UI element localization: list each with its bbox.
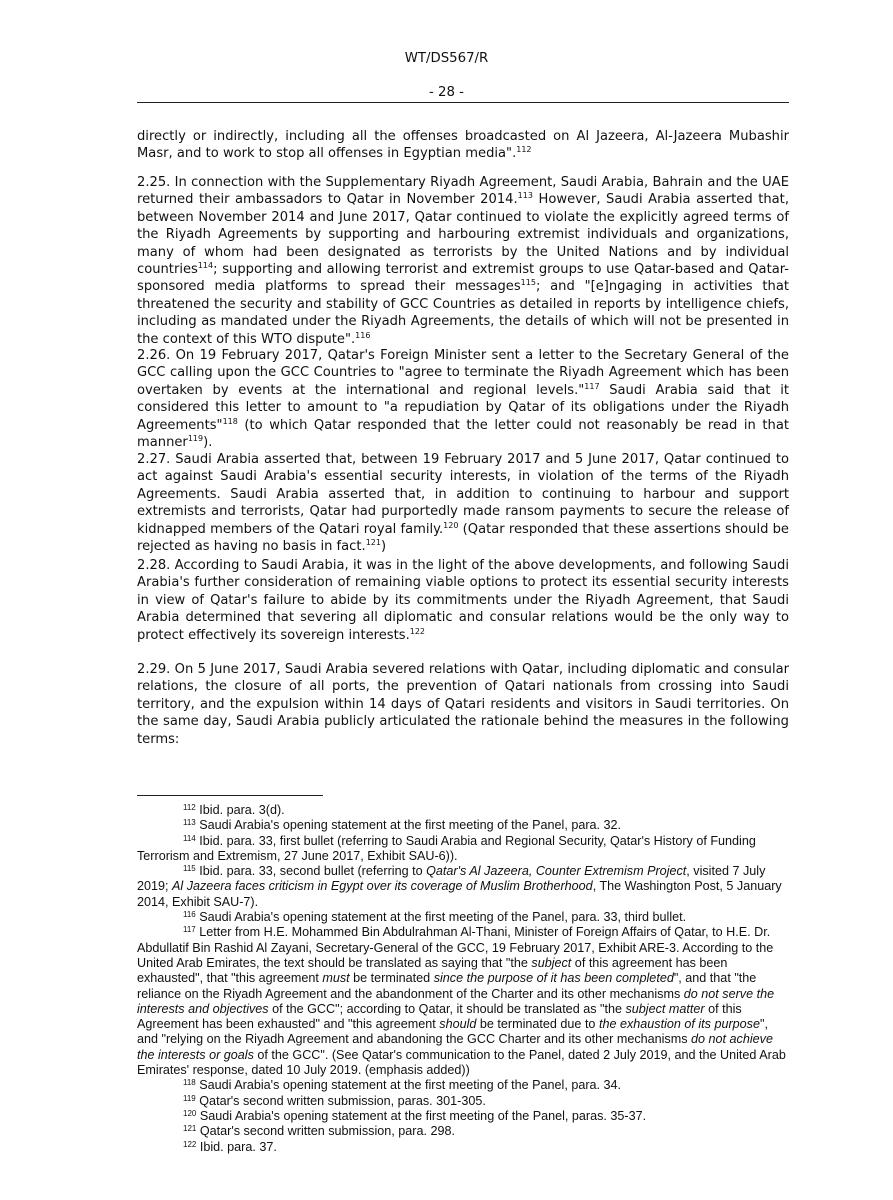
text-run: ", and "relying on the Riyadh Agreement and abandoning the GCC Charter and its other mechanisms	[137, 1017, 768, 1047]
footnote-reference: 116	[183, 910, 196, 920]
text-run: Saudi Arabia said that it considered this letter to amount to "a repudiation by Qatar of its obligations under the Riyadh Agreements"	[137, 382, 790, 433]
footnote-reference: 122	[409, 626, 426, 636]
text-run: ).	[203, 435, 213, 451]
text-run: , visited 7 July 2019;	[137, 864, 766, 894]
text-run: Qatar's second written submission, para. 298.	[196, 1124, 455, 1139]
footnote-118	[137, 1078, 789, 1093]
text-run: ", and that "the reliance on the Riyadh Agreement and the abandonment of the Charter and its other mechanisms	[137, 971, 757, 1001]
text-run: )	[380, 539, 387, 555]
text-run: , The Washington Post, 5 January 2014, Exhibit SAU-7).	[137, 879, 782, 909]
italic-text: since the purpose of it has been completed	[433, 971, 674, 986]
text-run: Saudi Arabia's opening statement at the first meeting of the Panel, para. 34.	[195, 1078, 622, 1093]
header-divider	[137, 102, 789, 103]
footnote-113	[137, 818, 789, 833]
paragraph-2-26	[137, 347, 789, 451]
footnote-reference: 114	[183, 833, 196, 843]
text-run: Ibid. para. 33, second bullet (referring to	[195, 864, 427, 879]
footnote-119	[137, 1094, 789, 1109]
footnote-reference: 121	[183, 1124, 197, 1134]
text-run: Ibid. para. 3(d).	[195, 803, 285, 817]
footnote-reference: 114	[197, 261, 214, 271]
text-run: 2.27. Saudi Arabia asserted that, between 19 February 2017 and 5 June 2017, Qatar continued to act against Saudi Arabia's essential security interests, in violation of the terms of the Riyadh Agreements. Saudi Arabia asserted that, in addition to continuing to harbour and support extremists and terrorists, Qatar had purportedly made ransom payments to secure the release of kidnapped members of the Qatari royal family.	[137, 452, 789, 537]
italic-text: the exhaustion of its purpose	[598, 1017, 760, 1032]
text-run: Letter from H.E. Mohammed Bin Abdulrahman Al-Thani, Minister of Foreign Affairs of Qatar, to H.E. Dr. Abdullatif Bin Rashid Al Zayani, Secretary-General of the GCC, 19 February 2017, Exhibit ARE-3. According to the United Arab Emirates, the text should be translated as saying that "the	[137, 925, 774, 970]
footnote-reference: 118	[183, 1078, 196, 1088]
footnotes	[137, 803, 789, 1155]
paragraph-2-28	[137, 557, 789, 644]
footnote-reference: 120	[183, 1108, 197, 1118]
paragraph-2-29	[137, 661, 789, 748]
text-run: ; supporting and allowing terrorist and extremist groups to use Qatar-based and Qatar-sponsored media platforms to spread their messages	[137, 262, 789, 295]
footnote-115	[137, 864, 789, 910]
paragraph-2-27	[137, 451, 789, 555]
footnote-114	[137, 834, 789, 865]
text-run: of the GCC". (See Qatar's communication to the Panel, dated 2 July 2019, and the United Arab Emirates' response, dated 10 July 2019. (emphasis added))	[137, 1047, 786, 1078]
italic-text: should	[439, 1017, 477, 1032]
italic-text: must	[322, 971, 350, 986]
footnote-116	[137, 910, 789, 925]
paragraph-2-25	[137, 174, 789, 348]
text-run: (Qatar responded that these assertions should be rejected as having no basis in fact.	[137, 521, 789, 555]
text-run: directly or indirectly, including all the offenses broadcasted on Al Jazeera, Al-Jazeera Mubashir Masr, and to work to stop all offenses in Egyptian media".	[137, 129, 789, 162]
text-run: Qatar's second written submission, paras. 301-305.	[195, 1093, 486, 1108]
footnote-reference: 117	[584, 381, 600, 391]
footnote-121	[137, 1124, 789, 1139]
italic-text: Al Jazeera faces criticism in Egypt over its coverage of Muslim Brotherhood	[172, 879, 593, 894]
footnote-reference: 113	[183, 818, 196, 828]
text-run: 2.28. According to Saudi Arabia, it was in the light of the above developments, and following Saudi Arabia's further consideration of remaining viable options to protect its essential security interests in view of Qatar's failure to abide by its commitments under the Riyadh Agreement, that Saudi Arabia determined that severing all diplomatic and consular relations would be the only way to protect effectively its sovereign interests.	[137, 558, 789, 643]
footnote-120	[137, 1109, 789, 1124]
text-run: 2.26. On 19 February 2017, Qatar's Foreign Minister sent a letter to the Secretary General of the GCC calling upon the GCC Countries to "agree to terminate the Riyadh Agreement which has been overtaken by events at the international and regional levels."	[137, 348, 789, 398]
footnote-reference: 121	[365, 538, 381, 548]
footnote-reference: 112	[516, 145, 532, 155]
footnote-separator	[137, 795, 323, 796]
text-run: (to which Qatar responded that the letter could not reasonably be read in that manner	[137, 417, 789, 451]
text-run: ; and "[e]ngaging in activities that threatened the security and stability of GCC Countries as detailed in reports by intelligence chiefs, including as mandated under the Riyadh Agreements, the details of which will not be presented in the context of this WTO dispute".	[137, 279, 789, 347]
text-run: be terminated due to	[476, 1017, 599, 1032]
footnote-reference: 112	[183, 803, 196, 812]
text-run: Saudi Arabia's opening statement at the first meeting of the Panel, para. 32.	[195, 818, 622, 833]
footnote-reference: 116	[355, 330, 371, 340]
footnote-reference: 117	[183, 925, 196, 935]
page-number: - 28 -	[429, 85, 464, 100]
footnote-reference: 119	[187, 434, 204, 444]
document-symbol: WT/DS567/R	[404, 51, 489, 66]
text-run: Saudi Arabia's opening statement at the first meeting of the Panel, para. 33, third bullet.	[195, 910, 687, 925]
text-run: However, Saudi Arabia asserted that, between November 2014 and June 2017, Qatar continued to violate the explicitly agreed terms of the Riyadh Agreements by supporting and harbouring extremist individuals and organizations, many of whom had been designated as terrorists by the United Nations and by individual countries	[137, 192, 789, 278]
footnote-reference: 113	[517, 191, 533, 201]
text-run: 2.29. On 5 June 2017, Saudi Arabia severed relations with Qatar, including diplomatic and consular relations, the closure of all ports, the prevention of Qatari nationals from crossing into Saudi territory, and the expulsion within 14 days of Qatari residents and visitors in Saudi territories. On the same day, Saudi Arabia publicly articulated the rationale behind the measures in the following terms:	[137, 662, 789, 747]
footnote-117	[137, 925, 789, 1078]
italic-text: do not serve the interests and objectives	[137, 986, 775, 1016]
text-run: 2.25. In connection with the Supplementary Riyadh Agreement, Saudi Arabia, Bahrain and the UAE returned their ambassadors to Qatar in November 2014.	[137, 175, 789, 208]
footnote-122	[137, 1140, 789, 1155]
footnote-reference: 118	[222, 416, 238, 426]
text-run: of this agreement has been exhausted", that "this agreement	[137, 955, 728, 986]
text-run: Saudi Arabia's opening statement at the first meeting of the Panel, paras. 35-37.	[196, 1108, 647, 1123]
footnote-reference: 115	[183, 864, 196, 874]
text-run: Ibid. para. 33, first bullet (referring to Saudi Arabia and Regional Security, Qatar's History of Funding Terrorism and Extremism, 27 June 2017, Exhibit SAU-6)).	[137, 833, 756, 863]
italic-text: Qatar's Al Jazeera, Counter Extremism Project	[426, 864, 687, 879]
footnote-reference: 120	[443, 520, 459, 530]
text-run: of the GCC"; according to Qatar, it should be translated as "the	[268, 1001, 626, 1016]
paragraph-continuation	[137, 128, 789, 163]
text-run: of this Agreement has been exhausted" and "this agreement	[137, 1001, 742, 1032]
text-run: be terminated	[349, 971, 434, 986]
italic-text: subject	[531, 955, 572, 970]
italic-text: do not achieve the interests or goals	[137, 1032, 773, 1062]
footnote-reference: 122	[183, 1139, 197, 1149]
footnote-112	[137, 803, 789, 818]
footnote-reference: 115	[520, 278, 536, 288]
footnote-reference: 119	[183, 1093, 196, 1103]
italic-text: subject matter	[625, 1001, 705, 1016]
text-run: Ibid. para. 37.	[196, 1139, 277, 1154]
